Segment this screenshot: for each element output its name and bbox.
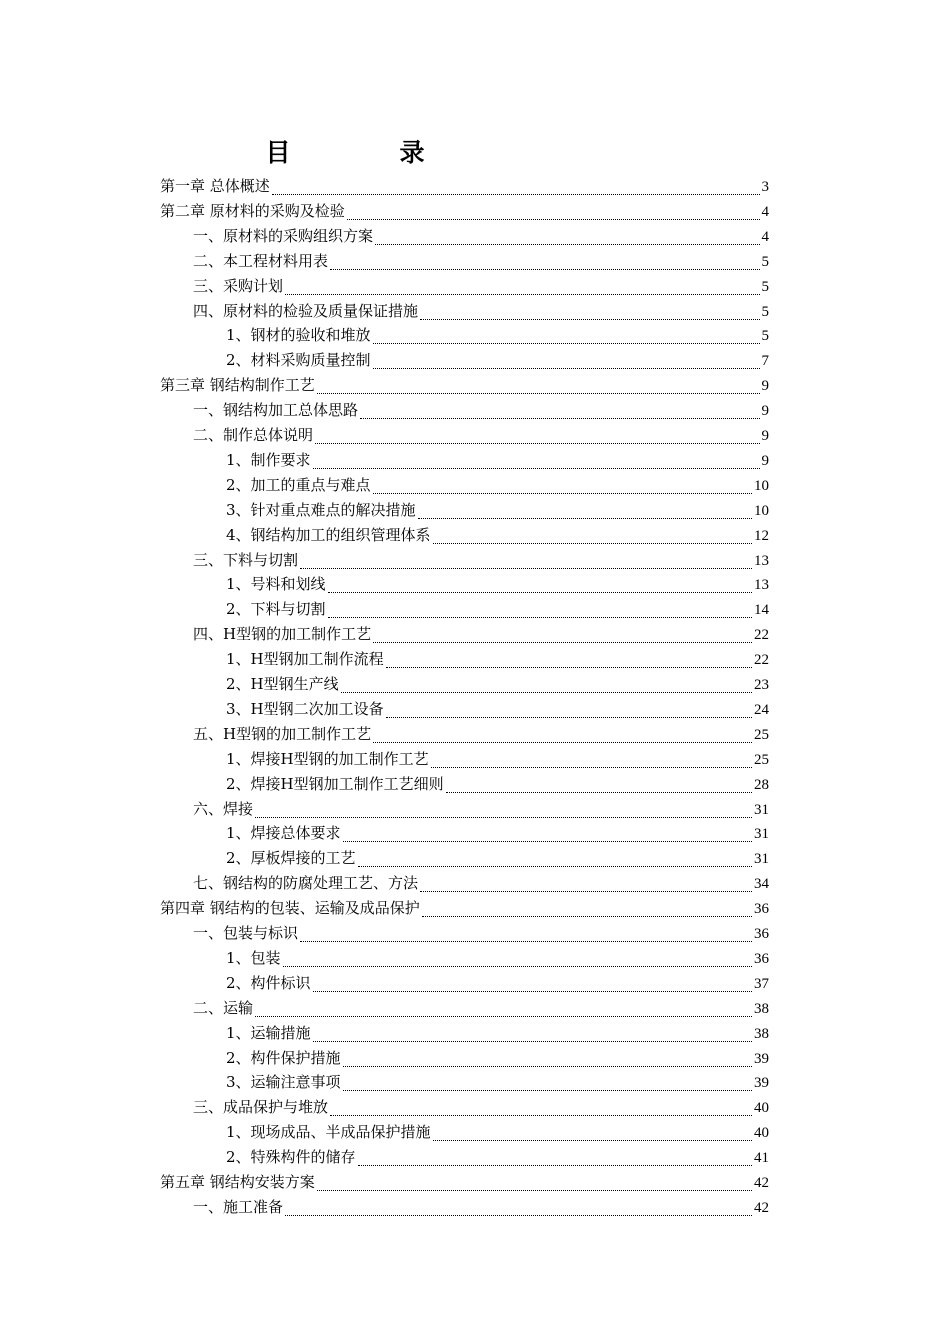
toc-entry-page-number: 23 bbox=[754, 677, 769, 693]
toc-entry[interactable] bbox=[226, 1021, 769, 1046]
toc-entry-page-number: 38 bbox=[754, 1025, 769, 1042]
toc-entry-page-number: 22 bbox=[754, 627, 769, 644]
toc-dot-leader bbox=[255, 817, 752, 818]
toc-entry-page-number: 41 bbox=[754, 1150, 769, 1167]
toc-dot-leader bbox=[373, 368, 760, 369]
toc-dot-leader bbox=[341, 692, 752, 693]
toc-entry[interactable] bbox=[226, 448, 769, 473]
toc-dot-leader bbox=[317, 393, 760, 394]
toc-entry-label: 2、加工的重点与难点 bbox=[226, 475, 371, 494]
toc-dot-leader bbox=[433, 543, 752, 544]
toc-entry[interactable] bbox=[193, 548, 769, 573]
toc-entry-label: 第四章 钢结构的包装、运输及成品保护 bbox=[160, 899, 420, 918]
toc-entry[interactable] bbox=[193, 224, 769, 249]
toc-entry-page-number: 31 bbox=[754, 801, 769, 818]
toc-entry-label: 一、施工准备 bbox=[193, 1197, 284, 1216]
toc-entry[interactable] bbox=[226, 747, 769, 772]
toc-entry-page-number: 13 bbox=[754, 577, 769, 594]
toc-entry-page-number: 37 bbox=[754, 975, 769, 992]
toc-dot-leader bbox=[373, 742, 752, 743]
toc-entry[interactable] bbox=[193, 398, 769, 423]
toc-dot-leader bbox=[300, 941, 752, 942]
toc-entry[interactable] bbox=[226, 597, 769, 622]
toc-entry-page-number: 22 bbox=[754, 652, 769, 669]
toc-entry-page-number: 36 bbox=[754, 950, 769, 967]
toc-entry-label: 1、焊接H型钢的加工制作工艺 bbox=[226, 749, 429, 768]
toc-entry-page-number: 31 bbox=[754, 851, 769, 868]
toc-entry-page-number: 38 bbox=[754, 1000, 769, 1017]
toc-dot-leader bbox=[420, 891, 752, 892]
toc-entry-label: 2、特殊构件的储存 bbox=[226, 1148, 356, 1167]
toc-entry-label: 1、H型钢加工制作流程 bbox=[226, 650, 384, 669]
toc-dot-leader bbox=[285, 294, 759, 295]
toc-entry-label: 2、焊接H型钢加工制作工艺细则 bbox=[226, 774, 444, 793]
toc-dot-leader bbox=[343, 1066, 752, 1067]
toc-entry-page-number: 5 bbox=[761, 253, 769, 270]
toc-entry-page-number: 9 bbox=[761, 452, 769, 469]
toc-entry[interactable] bbox=[193, 871, 769, 896]
toc-dot-leader bbox=[422, 916, 752, 917]
toc-dot-leader bbox=[420, 319, 759, 320]
toc-entry[interactable] bbox=[226, 1046, 769, 1071]
toc-entry-page-number: 28 bbox=[754, 776, 769, 793]
toc-entry[interactable] bbox=[193, 996, 769, 1021]
toc-entry-page-number: 10 bbox=[754, 477, 769, 494]
toc-entry-label: 三、下料与切割 bbox=[193, 550, 299, 569]
toc-entry[interactable] bbox=[226, 473, 769, 498]
toc-entry[interactable] bbox=[226, 971, 769, 996]
toc-entry-label: 2、材料采购质量控制 bbox=[226, 351, 371, 370]
toc-entry[interactable] bbox=[193, 921, 769, 946]
toc-entry-page-number: 42 bbox=[754, 1199, 769, 1216]
toc-entry-page-number: 9 bbox=[761, 378, 769, 395]
toc-entry-label: 五、H型钢的加工制作工艺 bbox=[193, 724, 372, 743]
toc-entry-label: 1、钢材的验收和堆放 bbox=[226, 326, 371, 345]
toc-entry-page-number: 24 bbox=[754, 701, 769, 718]
toc-dot-leader bbox=[347, 219, 760, 220]
toc-entry-page-number: 40 bbox=[754, 1100, 769, 1117]
toc-dot-leader bbox=[330, 1115, 752, 1116]
toc-entry-page-number: 40 bbox=[754, 1125, 769, 1142]
toc-entry[interactable] bbox=[226, 572, 769, 597]
toc-entry[interactable] bbox=[160, 896, 769, 921]
toc-dot-leader bbox=[255, 1016, 752, 1017]
toc-entry-label: 七、钢结构的防腐处理工艺、方法 bbox=[193, 874, 419, 893]
toc-entry[interactable] bbox=[193, 274, 769, 299]
toc-dot-leader bbox=[315, 443, 759, 444]
toc-entry-label: 3、针对重点难点的解决措施 bbox=[226, 500, 416, 519]
toc-dot-leader bbox=[330, 269, 759, 270]
toc-entry[interactable] bbox=[160, 1170, 769, 1195]
toc-entry[interactable] bbox=[226, 672, 769, 697]
toc-entry-label: 第二章 原材料的采购及检验 bbox=[160, 201, 345, 220]
toc-entry[interactable] bbox=[226, 1120, 769, 1145]
toc-dot-leader bbox=[358, 1165, 752, 1166]
toc-entry-label: 4、钢结构加工的组织管理体系 bbox=[226, 525, 431, 544]
toc-dot-leader bbox=[418, 518, 752, 519]
toc-entry-page-number: 7 bbox=[761, 353, 769, 370]
toc-entry[interactable] bbox=[226, 821, 769, 846]
toc-entry[interactable] bbox=[160, 174, 769, 199]
toc-entry-label: 一、包装与标识 bbox=[193, 924, 299, 942]
toc-entry-label: 2、构件保护措施 bbox=[226, 1048, 341, 1067]
toc-entry-label: 第一章 总体概述 bbox=[160, 177, 270, 195]
toc-entry[interactable] bbox=[193, 622, 769, 647]
toc-dot-leader bbox=[313, 1041, 752, 1042]
toc-entry[interactable] bbox=[193, 722, 769, 747]
toc-entry-label: 四、原材料的检验及质量保证措施 bbox=[193, 301, 419, 320]
toc-dot-leader bbox=[343, 1090, 752, 1091]
toc-entry-page-number: 5 bbox=[761, 278, 769, 295]
toc-entry[interactable] bbox=[193, 1095, 769, 1120]
toc-entry[interactable] bbox=[160, 199, 769, 224]
toc-dot-leader bbox=[343, 841, 752, 842]
toc-entry[interactable] bbox=[193, 797, 769, 822]
toc-entry-label: 2、H型钢生产线 bbox=[226, 675, 339, 693]
toc-entry-page-number: 36 bbox=[754, 926, 769, 942]
toc-dot-leader bbox=[328, 592, 752, 593]
toc-entry[interactable] bbox=[193, 1195, 769, 1220]
toc-entry[interactable] bbox=[226, 323, 769, 348]
toc-entry[interactable] bbox=[226, 523, 769, 548]
toc-entry-label: 2、构件标识 bbox=[226, 973, 311, 992]
toc-entry-label: 三、采购计划 bbox=[193, 276, 284, 295]
toc-entry-page-number: 5 bbox=[761, 303, 769, 320]
toc-entry-label: 2、下料与切割 bbox=[226, 600, 326, 619]
toc-entry[interactable] bbox=[226, 946, 769, 971]
toc-entry-page-number: 34 bbox=[754, 876, 769, 893]
toc-entry[interactable] bbox=[226, 772, 769, 797]
toc-entry-label: 第五章 钢结构安装方案 bbox=[160, 1173, 315, 1191]
toc-entry-label: 二、制作总体说明 bbox=[193, 426, 314, 444]
toc-entry[interactable] bbox=[226, 498, 769, 523]
toc-entry-label: 第三章 钢结构制作工艺 bbox=[160, 376, 315, 395]
toc-entry-page-number: 36 bbox=[754, 901, 769, 918]
toc-entry-label: 1、焊接总体要求 bbox=[226, 824, 341, 843]
toc-entry-page-number: 39 bbox=[754, 1050, 769, 1067]
toc-entry-page-number: 10 bbox=[754, 502, 769, 519]
toc-entry-label: 三、成品保护与堆放 bbox=[193, 1098, 329, 1117]
toc-entry-label: 六、焊接 bbox=[193, 799, 254, 818]
toc-dot-leader bbox=[373, 343, 760, 344]
toc-entry-page-number: 4 bbox=[761, 228, 769, 245]
toc-dot-leader bbox=[386, 717, 752, 718]
toc-entry[interactable] bbox=[226, 647, 769, 672]
toc-dot-leader bbox=[313, 468, 760, 469]
toc-entry-page-number: 25 bbox=[754, 751, 769, 768]
toc-dot-leader bbox=[300, 568, 752, 569]
toc-dot-leader bbox=[328, 617, 752, 618]
toc-dot-leader bbox=[285, 1215, 752, 1216]
toc-dot-leader bbox=[360, 418, 759, 419]
toc-title: 目 录 bbox=[265, 138, 467, 167]
toc-entry-label: 2、厚板焊接的工艺 bbox=[226, 849, 356, 868]
toc-entry-page-number: 9 bbox=[761, 428, 769, 444]
toc-entry-label: 1、包装 bbox=[226, 948, 281, 967]
toc-entry[interactable] bbox=[193, 249, 769, 274]
toc-entry-page-number: 25 bbox=[754, 726, 769, 743]
toc-entry[interactable] bbox=[226, 1145, 769, 1170]
toc-entry-label: 1、运输措施 bbox=[226, 1023, 311, 1042]
toc-entry-page-number: 9 bbox=[761, 403, 769, 420]
toc-dot-leader bbox=[272, 194, 760, 195]
toc-entry[interactable] bbox=[226, 1070, 769, 1095]
toc-entry-page-number: 3 bbox=[761, 179, 769, 195]
toc-entry-page-number: 4 bbox=[761, 203, 769, 220]
toc-entry-label: 一、原材料的采购组织方案 bbox=[193, 226, 374, 245]
toc-entry-label: 四、H型钢的加工制作工艺 bbox=[193, 625, 372, 644]
toc-entry-page-number: 5 bbox=[761, 328, 769, 345]
toc-dot-leader bbox=[431, 767, 752, 768]
toc-entry[interactable] bbox=[193, 423, 769, 448]
toc-dot-leader bbox=[373, 642, 752, 643]
toc-entry-label: 3、运输注意事项 bbox=[226, 1073, 341, 1092]
toc-dot-leader bbox=[358, 866, 752, 867]
toc-dot-leader bbox=[313, 991, 752, 992]
toc-entry[interactable] bbox=[226, 348, 769, 373]
toc-entry-page-number: 14 bbox=[754, 602, 769, 619]
toc-entry-label: 一、钢结构加工总体思路 bbox=[193, 401, 359, 420]
toc-entry-label: 1、号料和划线 bbox=[226, 575, 326, 594]
toc-entry-label: 二、运输 bbox=[193, 998, 254, 1017]
toc-dot-leader bbox=[446, 792, 752, 793]
toc-entry-label: 1、现场成品、半成品保护措施 bbox=[226, 1123, 431, 1142]
toc-entry[interactable] bbox=[193, 299, 769, 324]
toc-dot-leader bbox=[433, 1140, 752, 1141]
toc-dot-leader bbox=[373, 493, 752, 494]
toc-entry-label: 3、H型钢二次加工设备 bbox=[226, 699, 384, 718]
toc-entry-page-number: 39 bbox=[754, 1075, 769, 1092]
toc-entry-label: 二、本工程材料用表 bbox=[193, 251, 329, 270]
toc-entry[interactable] bbox=[226, 697, 769, 722]
toc-entry-page-number: 31 bbox=[754, 826, 769, 843]
toc-entry-page-number: 13 bbox=[754, 552, 769, 569]
toc-entry[interactable] bbox=[226, 846, 769, 871]
toc-entry-page-number: 12 bbox=[754, 527, 769, 544]
toc-dot-leader bbox=[375, 244, 759, 245]
toc-entry[interactable] bbox=[160, 373, 769, 398]
toc-dot-leader bbox=[386, 667, 752, 668]
toc-dot-leader bbox=[283, 966, 752, 967]
toc-dot-leader bbox=[317, 1190, 752, 1191]
toc-entry-label: 1、制作要求 bbox=[226, 450, 311, 469]
toc-entry-page-number: 42 bbox=[754, 1175, 769, 1191]
